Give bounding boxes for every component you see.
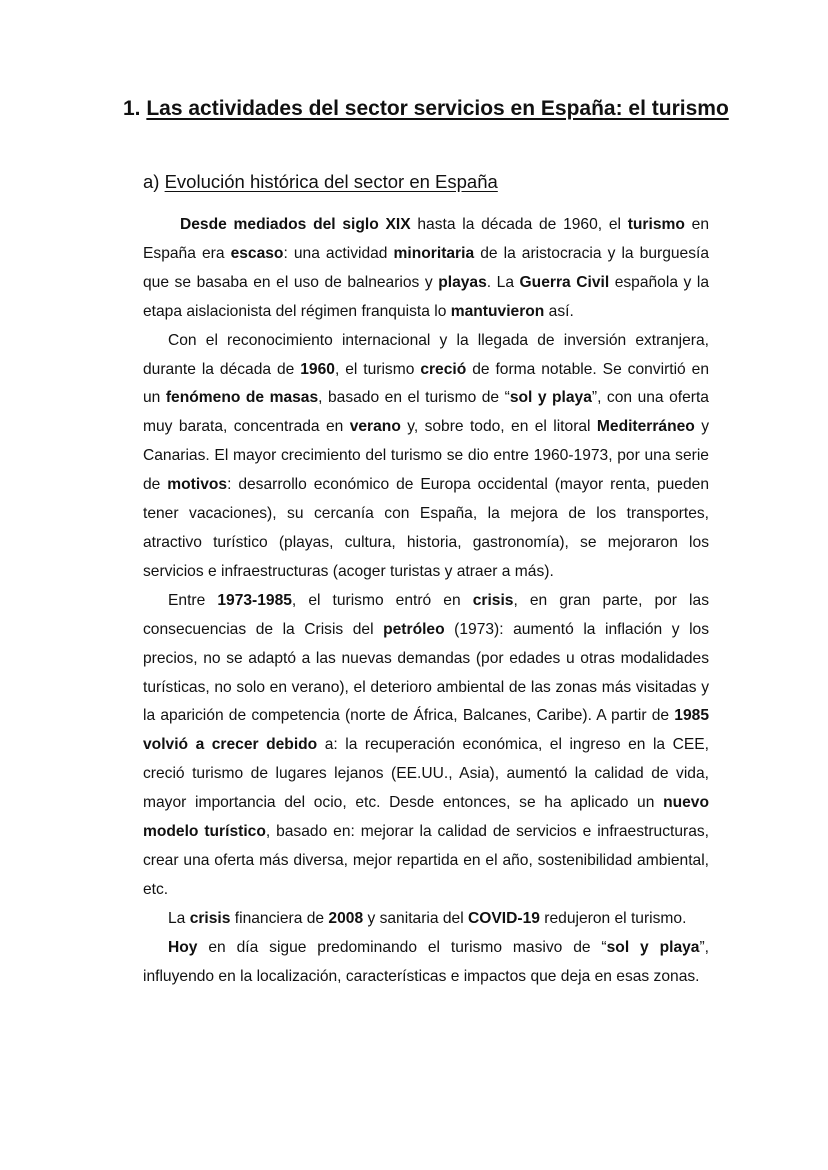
paragraph <box>143 211 709 327</box>
bold-text: creció <box>420 360 467 378</box>
bold-text: Desde mediados del siglo XIX <box>180 216 411 233</box>
subsection-title: Evolución histórica del sector en España <box>164 171 498 192</box>
text-run: . La <box>486 273 520 291</box>
bold-text: verano <box>349 418 401 436</box>
subsection-marker: a) <box>143 171 160 192</box>
text-run: : desarrollo económico de Europa occidental (mayor renta, pueden tener vacaciones), su cercanía con España, la mejora de los transportes, atractivo turístico (playas, cultura, historia, gastronomía), se mejoraron los servicios e infraestructuras (acoger turistas y atraer a más). <box>143 476 709 580</box>
bold-text: petróleo <box>383 620 445 638</box>
section-heading <box>123 94 729 124</box>
bold-text: Hoy <box>168 938 198 956</box>
paragraph <box>143 587 709 905</box>
paragraph <box>143 905 709 934</box>
bold-text: sol y playa <box>509 389 592 407</box>
bold-text: 1960 <box>300 360 335 378</box>
text-run: ”, influyendo en la localización, características e impactos que deja en esas zonas. <box>143 938 710 985</box>
text-run: a: la recuperación económica, el ingreso en la CEE, creció turismo de lugares lejanos (EE.UU., Asia), aumentó la calidad de vida, mayor importancia del ocio, etc. Desde entonces, se ha aplicado un <box>143 736 709 812</box>
text-run: (1973): aumentó la inflación y los precios, no se adaptó a las nuevas demandas (por edades u otras modalidades turísticas, no solo en verano), el deterioro ambiental de las zonas más visitadas y la aparición de competencia (norte de África, Balcanes, Caribe). A partir de <box>143 620 710 725</box>
paragraph <box>143 934 709 992</box>
text-run: financiera de <box>230 909 329 927</box>
text-run: española y la etapa aislacionista del régimen franquista lo <box>143 273 710 320</box>
bold-text: mantuvieron <box>450 302 545 320</box>
bold-text: sol y playa <box>606 938 700 956</box>
text-run: y sanitaria del <box>363 909 469 927</box>
text-run: , basado en: mejorar la calidad de servicios e infraestructuras, crear una oferta más diversa, mejor repartida en el año, sostenibilidad ambiental, etc. <box>143 823 709 898</box>
body-text <box>143 211 709 991</box>
bold-text: fenómeno de masas <box>165 389 319 407</box>
text-run: Con el reconocimiento internacional y la llegada de inversión extranjera, durante la década de <box>143 331 709 378</box>
text-run: : una actividad <box>283 244 394 262</box>
bold-text: crisis <box>189 909 231 927</box>
text-run: La <box>168 909 190 927</box>
text-run: , el turismo entró en <box>291 591 473 609</box>
section-title: Las actividades del sector servicios en España: el turismo <box>146 97 729 120</box>
text-run: hasta la década de 1960, el <box>410 216 628 233</box>
text-run: , basado en el turismo de “ <box>318 389 510 407</box>
text-run: Entre <box>168 591 218 609</box>
text-run: ”, con una oferta muy barata, concentrada en <box>143 389 709 436</box>
bold-text: COVID-19 <box>468 909 540 927</box>
bold-text: minoritaria <box>393 244 475 262</box>
text-run: así. <box>544 302 574 320</box>
bold-text: nuevo modelo turístico <box>143 794 709 841</box>
bold-text: Guerra Civil <box>519 273 610 291</box>
bold-text: 1973-1985 <box>217 591 292 609</box>
bold-text: motivos <box>167 476 228 494</box>
bold-text: playas <box>438 273 487 291</box>
text-run: redujeron el turismo. <box>539 909 687 927</box>
bold-text: crisis <box>472 591 514 609</box>
text-run: en día sigue predominando el turismo masivo de “ <box>197 938 607 956</box>
text-run: y, sobre todo, en el litoral <box>400 418 597 436</box>
bold-text: Mediterráneo <box>596 418 695 436</box>
text-run: de forma notable. Se convirtió en un <box>143 360 709 407</box>
subsection-heading <box>143 168 498 196</box>
bold-text: escaso <box>230 244 284 262</box>
text-run: en España era <box>143 216 709 262</box>
section-number: 1. <box>123 97 141 120</box>
text-run: y Canarias. El mayor crecimiento del turismo se dio entre 1960-1973, por una serie de <box>143 418 710 494</box>
bold-text: 1985 volvió a crecer debido <box>143 707 709 754</box>
text-run: , en gran parte, por las consecuencias de la Crisis del <box>143 591 709 638</box>
paragraph <box>143 327 709 587</box>
bold-text: turismo <box>627 216 685 233</box>
bold-text: 2008 <box>328 909 364 927</box>
text-run: , el turismo <box>334 360 421 378</box>
text-run: de la aristocracia y la burguesía que se basaba en el uso de balnearios y <box>143 244 710 291</box>
